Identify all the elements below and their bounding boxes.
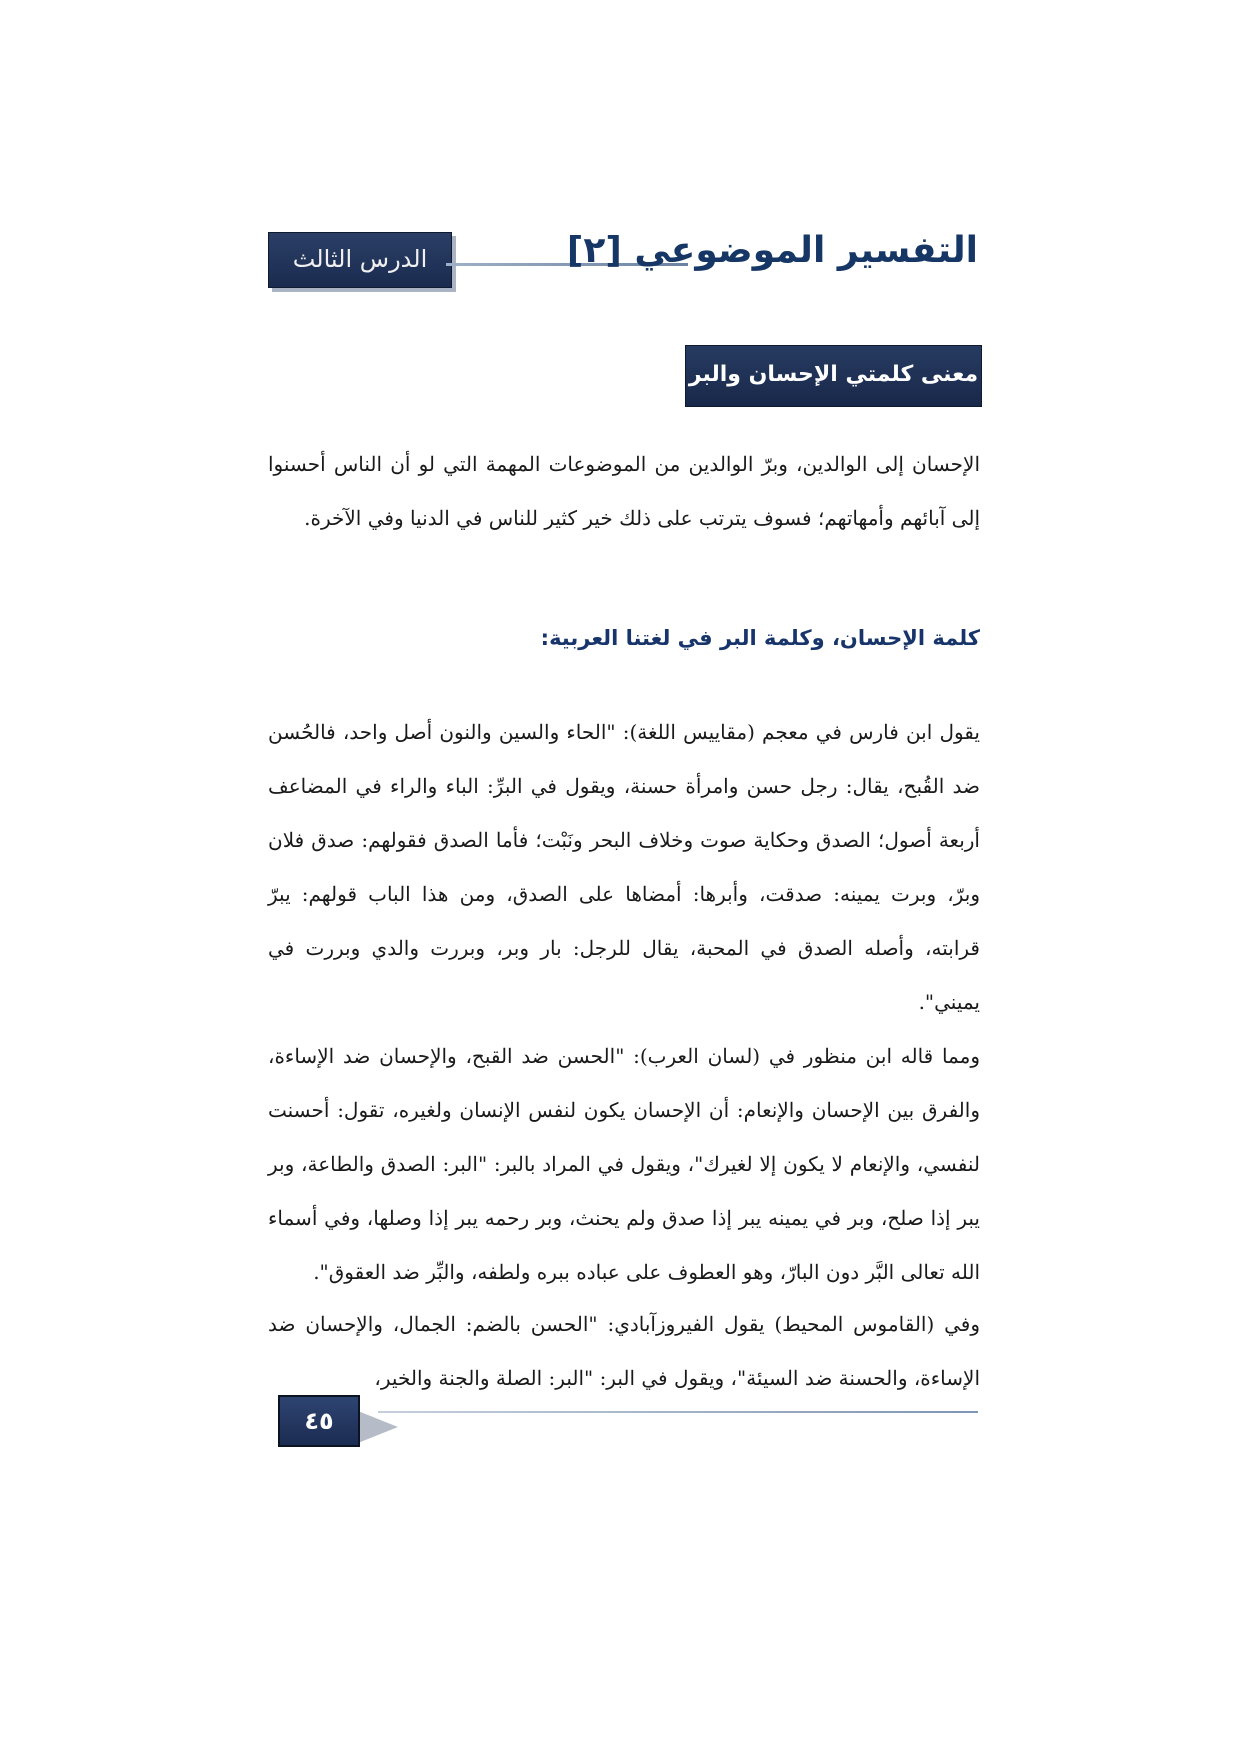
- paragraph-block-3: [268, 1297, 980, 1405]
- paragraph-block-2: [268, 1029, 980, 1299]
- paragraph-ibn-faris: يقول ابن فارس في معجم (مقاييس اللغة): "الحاء والسين والنون أصل واحد، فالحُسن ضد القُبح، يقال: رجل حسن وامرأة حسنة، ويقول في البرِّ: الباء والراء في المضاعف أربعة أصول؛ الصدق وحكاية صوت وخلاف البحر ونَبْت؛ فأما الصدق فقولهم: صدق فلان وبرّ، وبرت يمينه: صدقت، وأبرها: أمضاها على الصدق، ومن هذا الباب قولهم: يبرّ قرابته، وأصله الصدق في المحبة، يقال للرجل: بار وبر، وبررت والدي وبررت في يميني".: [268, 720, 980, 1014]
- paragraph-block-1: [268, 705, 980, 1029]
- subheading: كلمة الإحسان، وكلمة البر في لغتنا العربية:: [540, 626, 980, 650]
- paragraph-ibn-manzur: ومما قاله ابن منظور في (لسان العرب): "الحسن ضد القبح، والإحسان ضد الإساءة، والفرق بين الإحسان والإنعام: أن الإحسان يكون لنفس الإنسان ولغيره، تقول: أحسنت لنفسي، والإنعام لا يكون إلا لغيرك"، ويقول في المراد بالبر: "البر: الصدق والطاعة، وبر يبر إذا صلح، وبر في يمينه يبر إذا صدق ولم يحنث، وبر رحمه يبر إذا وصلها، وفي أسماء الله تعالى البَّر دون البارّ، وهو العطوف على عباده ببره ولطفه، والبِّر ضد العقوق".: [268, 1044, 980, 1284]
- book-title: التفسير الموضوعي [٢]: [566, 230, 978, 271]
- page-header: [268, 228, 978, 292]
- footer-shadow: [358, 1411, 398, 1443]
- section-title: معنى كلمتي الإحسان والبر: [685, 345, 982, 407]
- page-number: ٤٥: [278, 1395, 360, 1447]
- lesson-label: الدرس الثالث: [268, 232, 452, 288]
- intro-paragraph: الإحسان إلى الوالدين، وبرّ الوالدين من الموضوعات المهمة التي لو أن الناس أحسنوا إلى آبائهم وأمهاتهم؛ فسوف يترتب على ذلك خير كثير للناس في الدنيا وفي الآخرة.: [268, 452, 980, 530]
- paragraph-qamus: وفي (القاموس المحيط) يقول الفيروزآبادي: "الحسن بالضم: الجمال، والإحسان ضد الإساءة، والحسنة ضد السيئة"، ويقول في البر: "البر: الصلة والجنة والخير،: [268, 1312, 980, 1390]
- footer-rule: [378, 1411, 978, 1413]
- page-footer: [278, 1395, 978, 1451]
- intro-paragraph-block: [268, 437, 980, 545]
